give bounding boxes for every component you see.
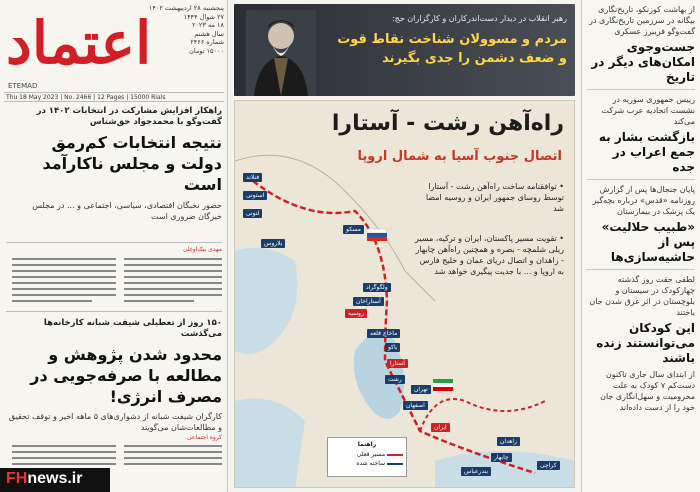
city-label: لتونی xyxy=(243,209,262,218)
masthead xyxy=(4,2,224,90)
city-label: ولگوگراد xyxy=(363,283,391,292)
map-legend xyxy=(327,437,407,477)
headline: جست‌وجوی امکان‌های دیگر در تاریخ xyxy=(591,40,695,84)
info-line: سال هشتم xyxy=(194,29,224,38)
logo-latin: ETEMAD xyxy=(8,82,38,90)
legend-title: راهنما xyxy=(357,441,377,448)
city-label: فنلاند xyxy=(243,173,262,182)
city-label: تهران xyxy=(411,385,431,394)
info-line: ۲۷ شوال ۱۴۴۴ xyxy=(183,12,224,21)
watermark-part-b: news.ir xyxy=(27,470,83,487)
subheadline: حضور نخبگان اقتصادی، سیاسی، اجتماعی و ... در مجلس خیرگان ضروری است xyxy=(32,201,222,221)
leader-photo xyxy=(246,10,316,96)
info-line: ۱۵۰۰۰ تومان xyxy=(189,46,224,55)
city-label: چابهار xyxy=(491,453,512,462)
newspaper-logo[interactable]: اعتماد xyxy=(6,9,152,77)
map-bullet-2: • تقویت مسیر پاکستان، ایران و ترکیه، مسیر ریلی شلمچه - بصره و همچنین راه‌آهن چابهار - زاهدان و اتصال دریای عمان و خلیج فارس به اروپا و ... با جدیت پیگیری خواهد شد xyxy=(415,234,564,276)
right-column xyxy=(581,0,700,492)
city-label: اصفهان xyxy=(403,401,428,410)
city-label: استونی xyxy=(243,191,267,200)
map-bullet-1: • توافقنامه ساخت راه‌آهن رشت - آستارا توسط روسای جمهور ایران و روسیه امضا شد xyxy=(425,182,564,213)
headline: نتیجه انتخابات کم‌رمق دولت و مجلس ناکارآمد است xyxy=(42,133,222,194)
headline: بازگشت بشار به جمع اعراب در جده xyxy=(598,130,695,174)
kicker: راهکار افزایش مشارکت در انتخابات ۱۴۰۲ در گفت‌وگو با محمدجواد حق‌شناس xyxy=(36,106,222,127)
section-label: کروه اجتماعی xyxy=(186,434,222,441)
russia-flag-icon xyxy=(367,229,387,241)
summary: از بهاشت کوزنکو، تاریخ‌نگاری بیگانه در سرزمین تاریخ‌نگاری در گفت‌وگو فریبرز عسکری xyxy=(589,5,695,36)
right-story-4[interactable] xyxy=(587,274,695,413)
headline: این کودکان می‌توانستند زنده باشند xyxy=(596,321,695,365)
country-label: ایران xyxy=(431,423,450,432)
watermark-logo[interactable] xyxy=(0,468,110,492)
right-story-3[interactable] xyxy=(587,184,695,265)
city-label: آستارا xyxy=(387,359,408,368)
top-photo-story[interactable] xyxy=(234,4,575,96)
left-story-2[interactable] xyxy=(6,318,222,433)
city-label: آستاراخان xyxy=(353,297,384,306)
column-text-lines xyxy=(6,254,222,310)
masthead-info xyxy=(140,4,224,55)
map-title: راه‌آهن رشت - آستارا xyxy=(331,111,564,136)
column-text-lines xyxy=(6,442,222,470)
watermark-part-a: FH xyxy=(6,470,28,487)
top-kicker: رهبر انقلاب در دیدار دست‌اندرکاران و کارگزاران حج: xyxy=(391,14,567,23)
right-story-2[interactable] xyxy=(587,94,695,175)
city-label: رشت xyxy=(385,375,405,384)
city-label: ماخاچ قلعه xyxy=(367,329,400,338)
left-column-text xyxy=(6,242,222,312)
city-label: باکو xyxy=(385,343,400,352)
summary: لطفی حقت روز گذشته چهارکودک در سیستان و بلوچستان در اثر غرق شدن جان باختند xyxy=(589,275,695,317)
city-label: مسکو xyxy=(343,225,364,234)
city-label: زاهدان xyxy=(497,437,520,446)
headline: «طبیب حلالیت» پس از حاشیه‌سازی‌ها xyxy=(601,220,695,264)
map-subtitle: اتصال جنوب آسیا به شمال اروپا xyxy=(357,149,562,164)
summary: رییس جمهوری سوریه در نشست اتحادیه عرب شرکت می‌کند xyxy=(601,95,695,126)
country-label: روسیه xyxy=(345,309,367,318)
summary: پایان جنجال‌ها پس از گزارش روزنامه «قدس» درباره بچه‌گیر یک پزشک در بیمارستان xyxy=(592,185,695,216)
legend-item: ساخته شده xyxy=(331,460,403,467)
info-line: شماره ۲۴۶۶ xyxy=(190,38,224,46)
summary: از ابتدای سال جاری تاکنون دست‌کم ۷ کودک به علت محرومیت و سهل‌انگاری جان خود را از دست داده‌اند xyxy=(600,370,695,412)
kicker: ۱۵۰ روز از تعطیلی شیفت شبانه کارخانه‌ها می‌گذشت xyxy=(43,318,222,339)
subheadline: کارگران شیفت شبانه از دشواری‌های ۵ ماهه اخیر و توقف تحقیق و مطالعات‌شان می‌گویند xyxy=(8,412,222,432)
city-label: بلاروس xyxy=(261,239,285,248)
map-feature[interactable] xyxy=(234,100,575,488)
top-headline: مردم و مسوولان شناخت نقاط قوت و ضعف دشمن را جدی بگیرند xyxy=(337,32,567,66)
headline: محدود شدن پژوهش و مطالعه با صرفه‌جویی در مصرف انرژی! xyxy=(30,345,222,406)
city-label: کراچی xyxy=(537,461,560,470)
byline: مهدی بیک‌اوغلی xyxy=(182,246,222,253)
right-story-1[interactable] xyxy=(587,4,695,85)
iran-flag-icon xyxy=(433,379,453,391)
info-line: ۱۸ مه ۲۰۲۳ xyxy=(191,21,224,29)
left-column xyxy=(0,0,228,492)
info-line: پنجشنبه ۲۸ اردیبهشت ۱۴۰۲ xyxy=(148,4,224,12)
left-story-1[interactable] xyxy=(6,106,222,222)
city-label: بندرعباس xyxy=(461,467,491,476)
legend-item: مسیر فعلی xyxy=(331,451,403,458)
masthead-bar: Thu 18 May 2023 | No. 2466 | 12 Pages | 15000 Rials xyxy=(4,92,224,102)
